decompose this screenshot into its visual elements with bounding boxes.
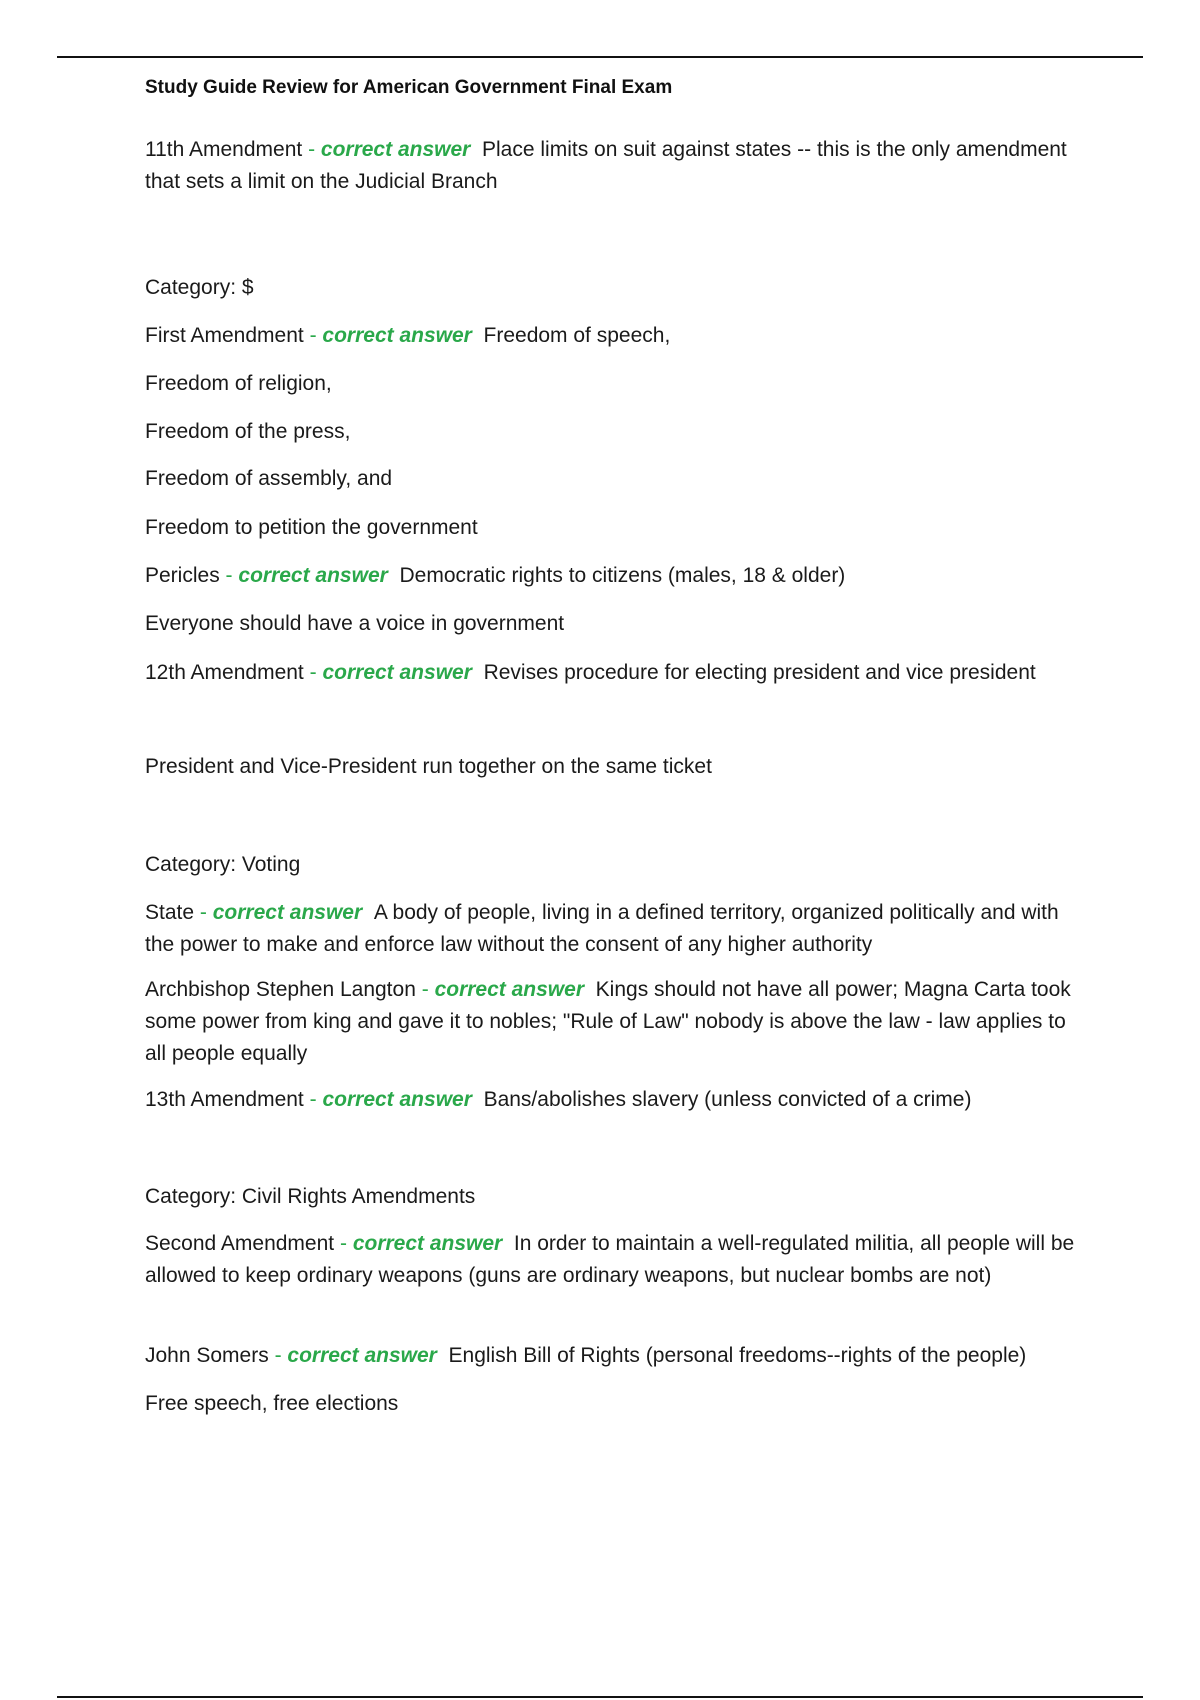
answer-label: correct answer — [322, 661, 472, 684]
entry-term: First Amendment — [145, 324, 304, 347]
entry-answer: Freedom of speech, — [483, 324, 671, 347]
entry-state: State - correct answer A body of people, living in a defined territory, organized politically and with the power to make and enforce law without the consent of any higher authority — [145, 901, 1059, 956]
entry-answer: Democratic rights to citizens (males, 18 & older) — [399, 564, 846, 587]
answer-label: correct answer — [287, 1344, 437, 1367]
category-line: Category: Voting — [145, 853, 301, 876]
entry-john-somers: John Somers - correct answer English Bill of Rights (personal freedoms--rights of the people) — [145, 1344, 1027, 1367]
entry-answer: In order to maintain a well-regulated militia, all people will be allowed to keep ordinary weapons (guns are ordinary weapons, but nuclear bombs are not) — [145, 1232, 1075, 1287]
entry-11th-amendment: 11th Amendment - correct answer Place limits on suit against states -- this is the only amendment that sets a limit on the Judicial Branch — [145, 138, 1067, 193]
top-rule — [57, 56, 1143, 58]
entry-term: 11th Amendment — [145, 138, 303, 161]
answer-label: correct answer — [434, 978, 584, 1001]
entry-answer: Kings should not have all power; Magna Carta took some power from king and gave it to nobles; "Rule of Law" nobody is above the law - law applies to all people equally — [145, 978, 1071, 1065]
entry-13th-amendment: 13th Amendment - correct answer Bans/abolishes slavery (unless convicted of a crime) — [145, 1088, 972, 1111]
bottom-rule — [57, 1696, 1143, 1698]
answer-label: correct answer — [352, 1232, 503, 1255]
entry-answer: A body of people, living in a defined territory, organized politically and with the power to make and enforce law without the consent of any higher authority — [145, 901, 1059, 956]
entry-answer: English Bill of Rights (personal freedoms--rights of the people) — [448, 1344, 1027, 1367]
page-title: Study Guide Review for American Government Final Exam — [145, 77, 673, 98]
entry-term: Second Amendment — [145, 1232, 335, 1255]
text-line: President and Vice-President run together on the same ticket — [145, 755, 712, 778]
answer-label: correct answer — [238, 564, 388, 587]
text-line: Freedom of the press, — [145, 420, 351, 443]
entry-stephen-langton: Archbishop Stephen Langton - correct answer Kings should not have all power; Magna Carta took some power from king and gave it to nobles; "Rule of Law" nobody is above the law - law applies to all people equally — [145, 978, 1071, 1065]
entry-answer: Bans/abolishes slavery (unless convicted of a crime) — [483, 1088, 972, 1111]
entry-term: 12th Amendment — [145, 661, 304, 684]
entry-pericles: Pericles - correct answer Democratic rights to citizens (males, 18 & older) — [145, 564, 846, 587]
entry-term: Pericles — [145, 564, 220, 587]
entry-term: State — [145, 901, 195, 924]
entry-term: 13th Amendment — [145, 1088, 304, 1111]
document-body — [145, 70, 1085, 1415]
answer-label: correct answer — [212, 901, 363, 924]
answer-label: correct answer — [322, 324, 472, 347]
text-line: Free speech, free elections — [145, 1392, 399, 1415]
entry-12th-amendment: 12th Amendment - correct answer Revises procedure for electing president and vice president — [145, 661, 1036, 684]
entry-second-amendment: Second Amendment - correct answer In order to maintain a well-regulated militia, all people will be allowed to keep ordinary weapons (guns are ordinary weapons, but nuclear bombs are not) — [145, 1232, 1075, 1287]
text-line: Freedom to petition the government — [145, 516, 478, 539]
text-line: Everyone should have a voice in government — [145, 612, 565, 635]
entry-answer: Place limits on suit against states -- this is the only amendment that sets a limit on the Judicial Branch — [145, 138, 1067, 193]
answer-label: correct answer — [322, 1088, 472, 1111]
answer-label: correct answer — [320, 138, 471, 161]
entry-answer: Revises procedure for electing president and vice president — [483, 661, 1036, 684]
category-line: Category: Civil Rights Amendments — [145, 1185, 476, 1208]
entry-first-amendment: First Amendment - correct answer Freedom of speech, — [145, 324, 671, 347]
entry-term: Archbishop Stephen Langton — [145, 978, 416, 1001]
category-line: Category: $ — [145, 276, 254, 299]
text-line: Freedom of religion, — [145, 372, 332, 395]
text-line: Freedom of assembly, and — [145, 467, 393, 490]
entry-term: John Somers — [145, 1344, 269, 1367]
